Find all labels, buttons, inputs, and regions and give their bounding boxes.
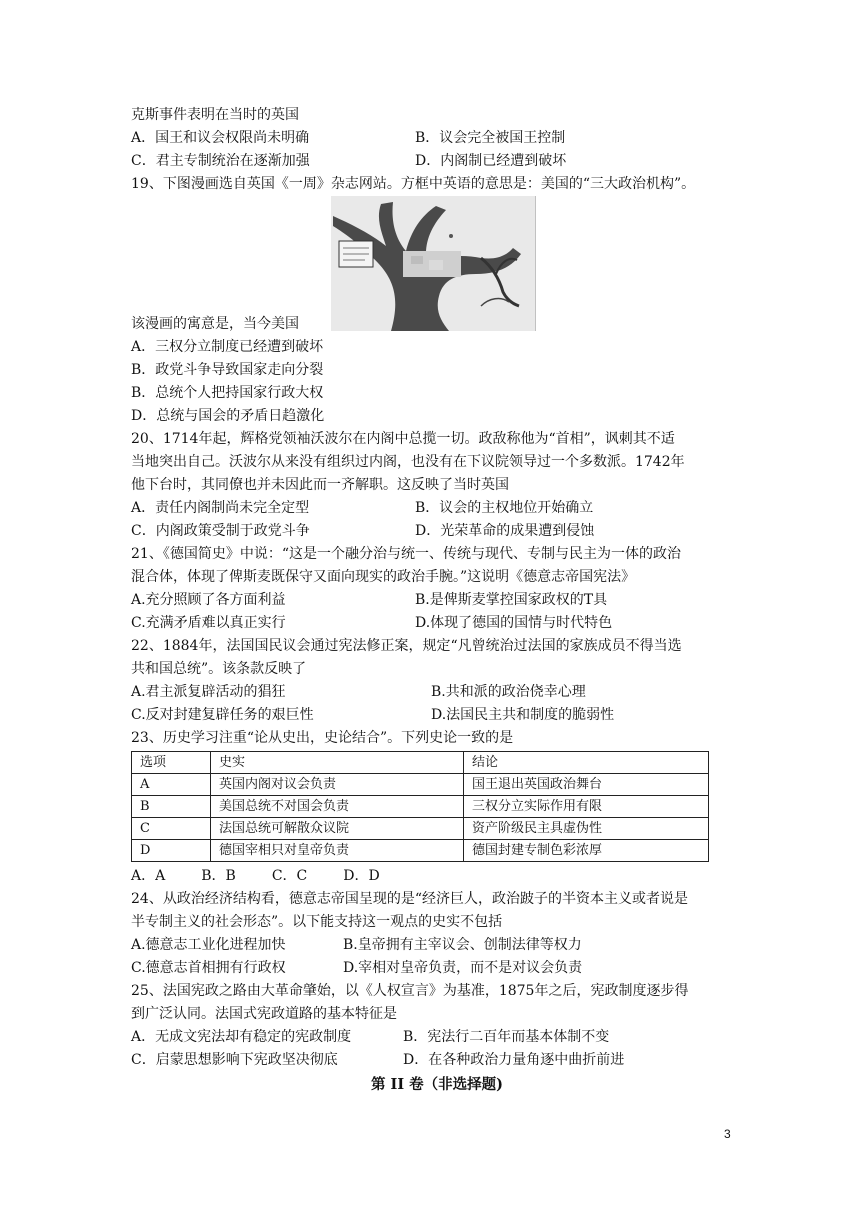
q23-option-d: D．D (343, 868, 380, 884)
q24-stem-line1: 24、从政治经济结构看，德意志帝国呈现的是“经济巨人，政治跛子的半资本主义或者说是 (131, 891, 688, 907)
q21-options-row1 (131, 589, 743, 612)
q22-options-row2 (131, 704, 743, 727)
q22-stem-line1: 22、1884年，法国国民议会通过宪法修正案，规定“凡曾统治过法国的家族成员不得当选 (131, 638, 682, 654)
q18-options-row1 (131, 127, 743, 150)
q20-options-row2 (131, 520, 743, 543)
row-conclusion: 国王退出英国政治舞台 (464, 774, 709, 796)
q24-option-d: D.宰相对皇帝负责，而不是对议会负责 (343, 960, 583, 976)
questions (131, 104, 743, 1098)
q20-options-row1 (131, 497, 743, 520)
q21-stem-line2: 混合体，体现了俾斯麦既保守又面向现实的政治手腕。”这说明《德意志帝国宪法》 (131, 569, 636, 585)
q23-option-a: A．A (131, 868, 166, 884)
q24-stem-line2: 半专制主义的社会形态”。以下能支持这一观点的史实不包括 (131, 914, 503, 930)
q19-option-c: B．总统个人把持国家行政大权 (131, 385, 324, 401)
q20-option-b: B．议会的主权地位开始确立 (415, 500, 594, 516)
q18-option-c: C．君主专制统治在逐渐加强 (131, 153, 310, 169)
table-row (132, 840, 709, 862)
q25-option-d: D．在各种政治力量角逐中曲折前进 (403, 1052, 625, 1068)
q19-option-d: D．总统与国会的矛盾日趋激化 (131, 408, 325, 424)
q22-option-b: B.共和派的政治侥幸心理 (431, 684, 586, 700)
header-fact: 史实 (211, 752, 464, 774)
q24-options-row2 (131, 957, 743, 980)
q21-option-c: C.充满矛盾难以真正实行 (131, 615, 286, 631)
q18-options-row2 (131, 150, 743, 173)
q25-options-row2 (131, 1049, 743, 1072)
q24-option-c: C.德意志首相拥有行政权 (131, 960, 286, 976)
q24-option-b: B.皇帝拥有主宰议会、创制法律等权力 (343, 937, 582, 953)
q22-stem-line2: 共和国总统”。该条款反映了 (131, 661, 307, 677)
q25-option-c: C．启蒙思想影响下宪政坚决彻底 (131, 1052, 338, 1068)
q21-options-row2 (131, 612, 743, 635)
q18-option-b: B．议会完全被国王控制 (415, 130, 566, 146)
row-fact: 美国总统不对国会负责 (211, 796, 464, 818)
q24-options-row1 (131, 934, 743, 957)
q20-stem-line1: 20、1714年起，辉格党领袖沃波尔在内阁中总揽一切。政敌称他为“首相”，讽刺其不适 (131, 431, 675, 447)
q18-option-a: A．国王和议会权限尚未明确 (131, 130, 310, 146)
q21-option-d: D.体现了德国的国情与时代特色 (415, 615, 613, 631)
row-conclusion: 德国封建专制色彩浓厚 (464, 840, 709, 862)
row-conclusion: 三权分立实际作用有限 (464, 796, 709, 818)
q20-option-a: A．责任内阁制尚未完全定型 (131, 500, 310, 516)
q21-option-a: A.充分照顾了各方面利益 (131, 592, 286, 608)
row-option: C (132, 818, 211, 840)
q23-option-b: B．B (201, 868, 236, 884)
q23-option-c: C．C (271, 868, 308, 884)
q23-options (131, 865, 743, 888)
q22-options-row1 (131, 681, 743, 704)
q18-stem: 克斯事件表明在当时的英国 (131, 107, 299, 123)
q25-options-row1 (131, 1026, 743, 1049)
row-option: A (132, 774, 211, 796)
q25-option-b: B．宪法行二百年而基本体制不变 (403, 1029, 610, 1045)
q19-cartoon-row (131, 196, 743, 336)
row-option: B (132, 796, 211, 818)
q19-stem: 19、下图漫画选自英国《一周》杂志网站。方框中英语的意思是：美国的“三大政治机构”。 (131, 176, 696, 192)
row-fact: 德国宰相只对皇帝负责 (211, 840, 464, 862)
q18-option-d: D．内阁制已经遭到破坏 (415, 153, 567, 169)
q25-stem-line2: 到广泛认同。法国式宪政道路的基本特征是 (131, 1006, 397, 1022)
q22-option-a: A.君主派复辟活动的猖狂 (131, 684, 286, 700)
q22-option-d: D.法国民主共和制度的脆弱性 (431, 707, 615, 723)
row-conclusion: 资产阶级民主具虚伪性 (464, 818, 709, 840)
page-number: 3 (724, 1127, 731, 1141)
tree-cartoon-image (331, 196, 536, 331)
q22-option-c: C.反对封建复辟任务的艰巨性 (131, 707, 314, 723)
q21-option-b: B.是俾斯麦掌控国家政权的T具 (415, 592, 608, 608)
q20-option-d: D．光荣革命的成果遭到侵蚀 (415, 523, 595, 539)
header-conclusion: 结论 (464, 752, 709, 774)
q20-stem-line2: 当地突出自己。沃波尔从来没有组织过内阁，也没有在下议院领导过一个多数派。1742年 (131, 454, 685, 470)
q25-stem-line1: 25、法国宪政之路由大革命肇始，以《人权宣言》为基准，1875年之后，宪政制度逐步得 (131, 983, 689, 999)
q21-stem-line1: 21、《德国简史》中说：“这是一个融分治与统一、传统与现代、专制与民主为一体的政治 (131, 546, 681, 562)
row-fact: 英国内阁对议会负责 (211, 774, 464, 796)
section-heading: 第 II 卷（非选择题) (370, 1076, 504, 1093)
table-row (132, 774, 709, 796)
table-row (132, 818, 709, 840)
row-option: D (132, 840, 211, 862)
q23-stem: 23、历史学习注重“论从史出，史论结合”。下列史论一致的是 (131, 730, 514, 746)
q20-stem-line3: 他下台时，其同僚也并未因此而一齐解职。这反映了当时英国 (131, 477, 509, 493)
q25-option-a: A．无成文宪法却有稳定的宪政制度 (131, 1029, 352, 1045)
header-option: 选项 (132, 752, 211, 774)
q19-lead: 该漫画的寓意是，当今美国 (131, 316, 299, 332)
row-fact: 法国总统可解散众议院 (211, 818, 464, 840)
table-header-row (132, 752, 709, 774)
table-row (132, 796, 709, 818)
q24-option-a: A.德意志工业化进程加快 (131, 937, 286, 953)
q23-table (131, 751, 709, 862)
q19-option-b: B．政党斗争导致国家走向分裂 (131, 362, 324, 378)
q20-option-c: C．内阁政策受制于政党斗争 (131, 523, 310, 539)
q19-option-a: A．三权分立制度已经遭到破坏 (131, 339, 324, 355)
